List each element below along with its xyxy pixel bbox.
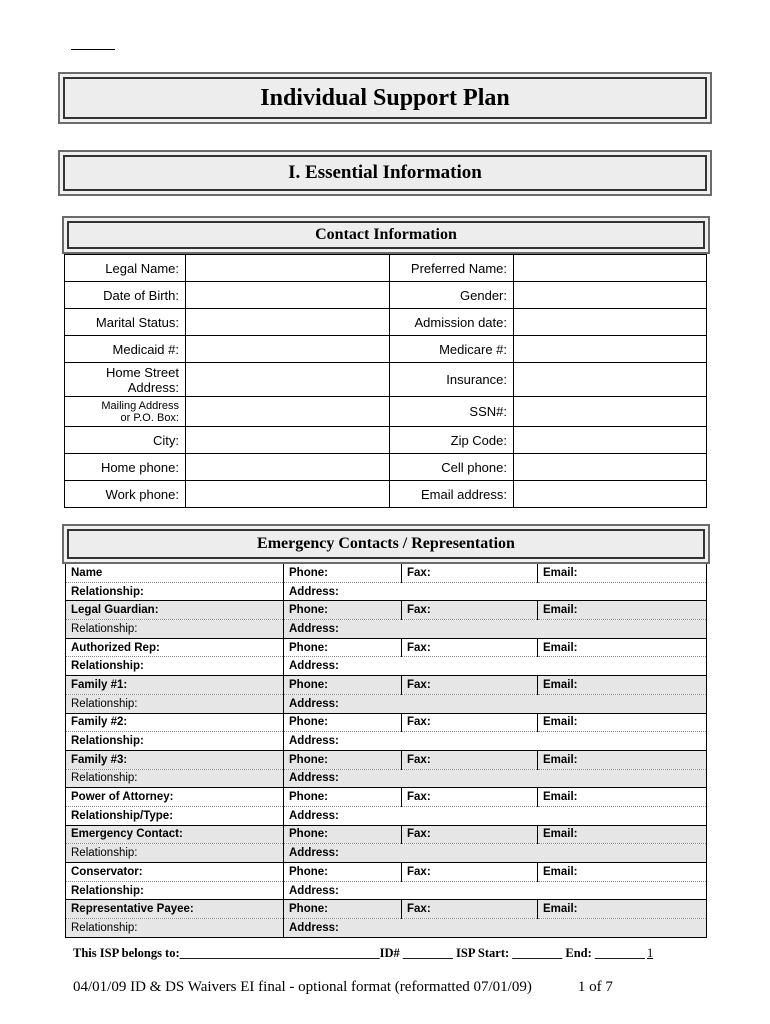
fax-label[interactable]: Fax: [402,638,538,657]
mailing-address-label [65,397,186,427]
mailing-address-label-line2: or P.O. Box: [120,411,179,424]
email-label[interactable]: Email: [538,638,707,657]
contact-row [65,363,707,397]
document-title-box [58,72,712,124]
section-title-box [58,150,712,196]
marital-status-label: Marital Status: [65,309,186,336]
cell-phone-label: Cell phone: [390,454,514,481]
medicaid-field[interactable] [186,336,390,363]
admission-date-field[interactable] [514,309,707,336]
mailing-address-label-line1: Mailing Address [101,399,179,412]
mailing-address-field[interactable] [186,397,390,427]
preferred-name-field[interactable] [514,255,707,282]
fax-label[interactable]: Fax: [402,900,538,919]
preferred-name-label: Preferred Name: [390,255,514,282]
fax-label[interactable]: Fax: [402,825,538,844]
fax-label[interactable]: Fax: [402,601,538,620]
zip-code-field[interactable] [514,427,707,454]
contact-heading-box [62,216,710,254]
emergency-row [66,788,707,807]
page-footer [73,979,613,996]
address-label[interactable]: Address: [284,732,707,751]
emergency-row [66,676,707,695]
emergency-row [66,863,707,882]
footer-version-text: 04/01/09 ID & DS Waivers EI final - optional format (reformatted 07/01/09) [73,979,532,995]
contact-row [65,336,707,363]
emergency-row [66,732,707,751]
contact-row [65,282,707,309]
emergency-label-cell: Power of Attorney: [66,788,284,807]
emergency-label-cell: Family #2: [66,713,284,732]
home-phone-label: Home phone: [65,454,186,481]
contact-row [65,454,707,481]
section-title: I. Essential Information [63,155,707,191]
legal-name-label: Legal Name: [65,255,186,282]
email-label[interactable]: Email: [538,601,707,620]
emergency-row [66,881,707,900]
emergency-row [66,769,707,788]
contact-heading: Contact Information [67,221,705,249]
emergency-row [66,844,707,863]
phone-label[interactable]: Phone: [284,825,402,844]
fax-label[interactable]: Fax: [402,676,538,695]
emergency-label-cell: Legal Guardian: [66,601,284,620]
email-label[interactable]: Email: [538,713,707,732]
emergency-contacts-table [65,564,707,938]
address-label[interactable]: Address: [284,769,707,788]
phone-label[interactable]: Phone: [284,750,402,769]
phone-label[interactable]: Phone: [284,676,402,695]
emergency-label-cell: Family #1: [66,676,284,695]
emergency-row [66,825,707,844]
emergency-label-cell: Family #3: [66,750,284,769]
phone-label[interactable]: Phone: [284,788,402,807]
fax-label[interactable]: Fax: [402,863,538,882]
email-label[interactable]: Email: [538,750,707,769]
gender-field[interactable] [514,282,707,309]
emergency-label-cell: Relationship: [66,844,284,863]
emergency-label-cell: Name [66,564,284,582]
emergency-row [66,694,707,713]
address-label[interactable]: Address: [284,620,707,639]
medicare-label: Medicare #: [390,336,514,363]
ssn-label: SSN#: [390,397,514,427]
phone-label[interactable]: Phone: [284,601,402,620]
contact-row [65,427,707,454]
legal-name-field[interactable] [186,255,390,282]
work-phone-field[interactable] [186,481,390,508]
emergency-row [66,564,707,582]
emergency-row [66,638,707,657]
email-label[interactable]: Email: [538,564,707,582]
email-label[interactable]: Email: [538,900,707,919]
work-phone-label: Work phone: [65,481,186,508]
medicaid-label: Medicaid #: [65,336,186,363]
emergency-label-cell: Relationship: [66,919,284,938]
email-label[interactable]: Email: [538,863,707,882]
phone-label[interactable]: Phone: [284,863,402,882]
contact-row [65,309,707,336]
emergency-row [66,919,707,938]
emergency-label-cell: Relationship: [66,732,284,751]
isp-ownership-line [73,946,653,961]
home-address-label-line1: Home Street [106,364,179,380]
contact-row [65,255,707,282]
date-of-birth-field[interactable] [186,282,390,309]
emergency-row [66,620,707,639]
emergency-heading: Emergency Contacts / Representation [67,529,705,559]
address-label[interactable]: Address: [284,806,707,825]
emergency-row [66,601,707,620]
email-label[interactable]: Email: [538,825,707,844]
emergency-label-cell: Authorized Rep: [66,638,284,657]
admission-date-label: Admission date: [390,309,514,336]
phone-label[interactable]: Phone: [284,713,402,732]
emergency-row [66,657,707,676]
emergency-label-cell: Emergency Contact: [66,825,284,844]
emergency-label-cell: Relationship/Type: [66,806,284,825]
address-label[interactable]: Address: [284,844,707,863]
zip-code-label: Zip Code: [390,427,514,454]
emergency-row [66,806,707,825]
isp-ownership-text: This ISP belongs to:________________________________ID# ________ ISP Start: ________ End: ________ [73,946,645,960]
document-title: Individual Support Plan [63,77,707,119]
home-address-label [65,363,186,397]
home-phone-field[interactable] [186,454,390,481]
fax-label[interactable]: Fax: [402,750,538,769]
emergency-label-cell: Representative Payee: [66,900,284,919]
emergency-label-cell: Relationship: [66,694,284,713]
city-label: City: [65,427,186,454]
marital-status-field[interactable] [186,309,390,336]
contact-row [65,481,707,508]
address-label[interactable]: Address: [284,881,707,900]
emergency-row [66,750,707,769]
emergency-row [66,900,707,919]
email-label[interactable]: Email: [538,788,707,807]
home-address-field[interactable] [186,363,390,397]
address-label[interactable]: Address: [284,582,707,601]
address-label[interactable]: Address: [284,657,707,676]
emergency-label-cell: Relationship: [66,769,284,788]
phone-label[interactable]: Phone: [284,900,402,919]
insurance-field[interactable] [514,363,707,397]
page-marker: 1 [646,946,654,960]
fax-label[interactable]: Fax: [402,788,538,807]
email-address-label: Email address: [390,481,514,508]
contact-row [65,397,707,427]
footer-page-number: 1 of 7 [577,979,613,995]
medicare-field[interactable] [514,336,707,363]
fax-label[interactable]: Fax: [402,713,538,732]
emergency-label-cell: Relationship: [66,657,284,676]
date-of-birth-label: Date of Birth: [65,282,186,309]
address-label[interactable]: Address: [284,694,707,713]
emergency-label-cell: Conservator: [66,863,284,882]
phone-label[interactable]: Phone: [284,564,402,582]
emergency-label-cell: Relationship: [66,582,284,601]
gender-label: Gender: [390,282,514,309]
email-address-field[interactable] [514,481,707,508]
emergency-heading-box [62,524,710,564]
contact-table [64,254,707,508]
emergency-row [66,713,707,732]
address-label[interactable]: Address: [284,919,707,938]
ssn-field[interactable] [514,397,707,427]
home-address-label-line2: Address: [127,379,179,395]
phone-label[interactable]: Phone: [284,638,402,657]
fax-label[interactable]: Fax: [402,564,538,582]
top-rule [71,49,115,50]
city-field[interactable] [186,427,390,454]
cell-phone-field[interactable] [514,454,707,481]
emergency-label-cell: Relationship: [66,881,284,900]
emergency-row [66,582,707,601]
emergency-label-cell: Relationship: [66,620,284,639]
insurance-label: Insurance: [390,363,514,397]
email-label[interactable]: Email: [538,676,707,695]
